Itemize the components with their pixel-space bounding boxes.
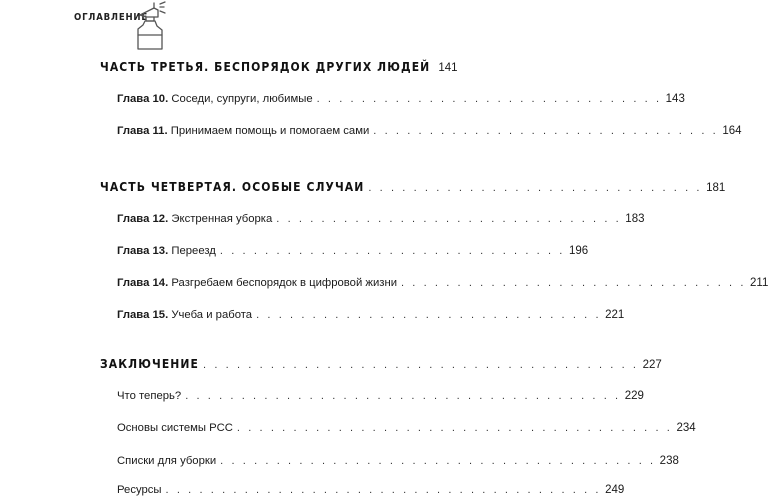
toc-chapter-15[interactable]: [117, 309, 625, 329]
dot-leader: . . . . . . . . . . . . . . . . . . . . . . . . . . . . . . . . . . . . . . .: [220, 455, 656, 467]
dot-leader: . . . . . . . . . . . . . . . . . . . . . . . . . . . . . .: [368, 182, 703, 194]
chapter-number: Глава 14.: [117, 277, 169, 289]
dot-leader: . . . . . . . . . . . . . . . . . . . . . . . . . . . . . . .: [219, 245, 565, 257]
toc-chapter-12[interactable]: [117, 213, 645, 233]
chapter-name: Соседи, супруги, любимые: [171, 93, 313, 105]
part-title: ЗАКЛЮЧЕНИЕ: [100, 357, 200, 371]
part-title: ЧАСТЬ ЧЕТВЕРТАЯ. ОСОБЫЕ СЛУЧАИ: [100, 180, 365, 194]
page-number: 211: [750, 277, 768, 289]
dot-leader: . . . . . . . . . . . . . . . . . . . . . . . . . . . . . . .: [276, 213, 622, 225]
page-number: 196: [568, 245, 589, 257]
page-number: 227: [642, 359, 662, 371]
toc-chapter-14[interactable]: [117, 277, 768, 297]
chapter-title: [117, 309, 252, 321]
dot-leader: . . . . . . . . . . . . . . . . . . . . . . . . . . . . . . . . . . . . . . .: [165, 484, 602, 496]
dot-leader: . . . . . . . . . . . . . . . . . . . . . . . . . . . . . . .: [316, 93, 662, 105]
item-title: Ресурсы: [117, 484, 162, 496]
chapter-name: Разгребаем беспорядок в цифровой жизни: [171, 277, 397, 289]
toc-chapter-10[interactable]: [117, 93, 685, 113]
dot-leader: . . . . . . . . . . . . . . . . . . . . . . . . . . . . . . . . . . . . . . .: [185, 390, 621, 402]
page-number: 238: [659, 455, 679, 467]
page-number: 143: [665, 93, 685, 105]
toc-item-what-now[interactable]: [117, 390, 644, 410]
page-number: 249: [605, 484, 625, 496]
page-number: 234: [676, 422, 696, 434]
toc-part-four[interactable]: [100, 180, 726, 200]
item-title: Что теперь?: [117, 390, 182, 402]
toc-item-cleaning-lists[interactable]: [117, 455, 679, 475]
part-title: ЧАСТЬ ТРЕТЬЯ. БЕСПОРЯДОК ДРУГИХ ЛЮДЕЙ: [100, 60, 431, 74]
dot-leader: . . . . . . . . . . . . . . . . . . . . . . . . . . . . . . .: [256, 309, 602, 321]
page-number: 183: [625, 213, 645, 225]
page-number: 221: [605, 309, 625, 321]
chapter-number: Глава 10.: [117, 93, 169, 105]
toc-chapter-11[interactable]: [117, 125, 742, 145]
item-title: Основы системы РСС: [117, 422, 233, 434]
chapter-name: Принимаем помощь и помогаем сами: [170, 125, 370, 137]
chapter-name: Учеба и работа: [171, 309, 253, 321]
spray-bottle-icon: [132, 2, 176, 52]
chapter-title: [117, 245, 216, 257]
item-title: Списки для уборки: [117, 455, 217, 467]
toc-header-label: ОГЛАВЛЕНИЕ: [74, 12, 149, 23]
chapter-title: [117, 125, 369, 137]
dot-leader: . . . . . . . . . . . . . . . . . . . . . . . . . . . . . . . . . . . . . . .: [236, 422, 673, 434]
chapter-number: Глава 12.: [117, 213, 169, 225]
page-number: 229: [624, 390, 644, 402]
page-number: 181: [706, 182, 726, 194]
toc-conclusion[interactable]: [100, 357, 662, 377]
chapter-title: [117, 277, 397, 289]
dot-leader: . . . . . . . . . . . . . . . . . . . . . . . . . . . . . . .: [373, 125, 719, 137]
chapter-number: Глава 13.: [117, 245, 169, 257]
toc-item-resources[interactable]: [117, 484, 625, 504]
chapter-title: [117, 93, 313, 105]
chapter-number: Глава 15.: [117, 309, 169, 321]
dot-leader: . . . . . . . . . . . . . . . . . . . . . . . . . . . . . . .: [401, 277, 747, 289]
toc-part-three[interactable]: [100, 60, 458, 80]
chapter-number: Глава 11.: [117, 125, 168, 137]
dot-leader: . . . . . . . . . . . . . . . . . . . . . . . . . . . . . . . . . . . . . . .: [203, 359, 639, 371]
toc-item-rss-basics[interactable]: [117, 422, 696, 442]
chapter-title: [117, 213, 272, 225]
page-number: 164: [722, 125, 742, 137]
page-number: 141: [438, 62, 458, 74]
chapter-name: Экстренная уборка: [171, 213, 273, 225]
chapter-name: Переезд: [171, 245, 216, 257]
toc-chapter-13[interactable]: [117, 245, 589, 265]
